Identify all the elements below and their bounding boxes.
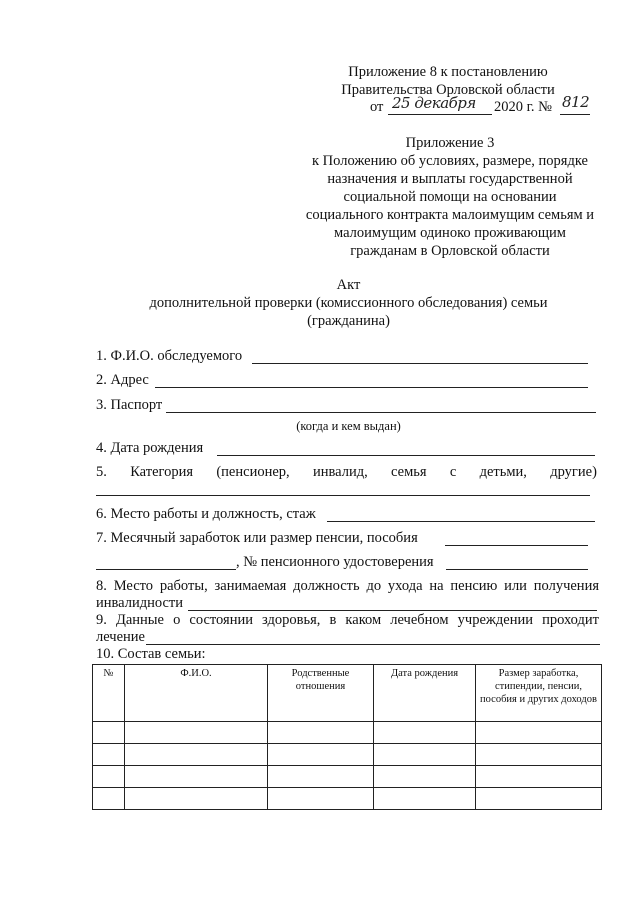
appendix3-line: гражданам в Орловской области xyxy=(350,243,550,259)
table-cell[interactable] xyxy=(93,722,125,744)
appendix3-line: социального контракта малоимущим семьям и xyxy=(305,207,595,223)
handwritten-date: 25 декабря xyxy=(392,94,476,112)
appendix3-line: малоимущим одиноко проживающим xyxy=(334,225,566,241)
field-fio-line[interactable] xyxy=(252,363,588,364)
table-cell[interactable] xyxy=(125,744,268,766)
field-passport-hint: (когда и кем выдан) xyxy=(296,419,401,433)
field-category-word: другие) xyxy=(550,464,597,480)
field-passport-label: 3. Паспорт xyxy=(96,397,163,413)
appendix8-line1: Приложение 8 к постановлению xyxy=(348,64,548,80)
table-row xyxy=(93,744,602,766)
table-cell[interactable] xyxy=(125,788,268,810)
appendix3-line: назначения и выплаты государственной xyxy=(327,171,573,187)
header-relation: Родственные отношения xyxy=(268,665,374,722)
appendix3-line: к Положению об условиях, размере, порядке xyxy=(312,153,588,169)
table-cell[interactable] xyxy=(93,744,125,766)
table-cell[interactable] xyxy=(374,722,476,744)
field-category-line[interactable] xyxy=(96,495,590,496)
field-category-word: детьми, xyxy=(479,464,527,480)
field-prev-work-label2: инвалидности xyxy=(96,595,184,611)
handwritten-number: 812 xyxy=(562,93,590,111)
appendix8-date-line xyxy=(370,93,590,118)
header-income: Размер заработка, стипендии, пенсии, пособия и других доходов xyxy=(476,665,602,722)
appendix3-line: социальной помощи на основании xyxy=(343,189,557,205)
header-fio: Ф.И.О. xyxy=(125,665,268,722)
header-number: № xyxy=(93,665,125,722)
table-cell[interactable] xyxy=(476,722,602,744)
field-category-word: семья xyxy=(391,464,427,480)
table-row xyxy=(93,766,602,788)
field-category-num: 5. xyxy=(96,464,107,480)
field-birthdate-line[interactable] xyxy=(217,455,595,456)
field-category-word: Категория xyxy=(130,464,194,480)
table-cell[interactable] xyxy=(476,744,602,766)
table-cell[interactable] xyxy=(374,744,476,766)
table-cell[interactable] xyxy=(125,722,268,744)
table-row xyxy=(93,788,602,810)
table-cell[interactable] xyxy=(268,788,374,810)
field-address-line[interactable] xyxy=(155,387,588,388)
table-row xyxy=(93,722,602,744)
field-pension-cert-line[interactable] xyxy=(446,569,588,570)
number-underline xyxy=(560,114,590,115)
document-subtitle: дополнительной проверки (комиссионного обследования) семьи xyxy=(149,295,548,311)
field-health-label2: лечение xyxy=(96,629,145,645)
table-cell[interactable] xyxy=(476,766,602,788)
from-prefix: от xyxy=(370,99,384,115)
field-income-line2[interactable] xyxy=(96,569,236,570)
table-header-row xyxy=(93,665,602,722)
field-category-word: (пенсионер, xyxy=(216,464,290,480)
table-cell[interactable] xyxy=(374,766,476,788)
appendix3-title: Приложение 3 xyxy=(405,135,495,151)
field-category-word: с xyxy=(449,464,457,480)
table-cell[interactable] xyxy=(93,788,125,810)
field-health-line[interactable] xyxy=(146,644,600,645)
table-cell[interactable] xyxy=(93,766,125,788)
appendix8-line2: Правительства Орловской области xyxy=(341,82,555,98)
table-cell[interactable] xyxy=(268,722,374,744)
table-cell[interactable] xyxy=(374,788,476,810)
field-fio-label: 1. Ф.И.О. обследуемого xyxy=(96,348,243,364)
table-cell[interactable] xyxy=(125,766,268,788)
field-health-label: 9. Данные о состоянии здоровья, в каком лечебном учреждении проходит xyxy=(96,612,599,628)
table-cell[interactable] xyxy=(268,744,374,766)
field-income-label: 7. Месячный заработок или размер пенсии, пособия xyxy=(96,530,418,546)
document-subtitle-note: (гражданина) xyxy=(307,313,390,329)
header-birthdate: Дата рождения xyxy=(374,665,476,722)
field-birthdate-label: 4. Дата рождения xyxy=(96,440,204,456)
family-table xyxy=(92,664,602,810)
table-cell[interactable] xyxy=(268,766,374,788)
field-passport-line[interactable] xyxy=(166,412,596,413)
field-address-label: 2. Адрес xyxy=(96,372,149,388)
field-prev-work-label: 8. Место работы, занимаемая должность до ухода на пенсию или получения xyxy=(96,578,599,594)
field-category-word: инвалид, xyxy=(312,464,368,480)
table-cell[interactable] xyxy=(476,788,602,810)
field-category-row xyxy=(96,463,597,481)
date-underline xyxy=(388,114,492,115)
year-text: 2020 г. № xyxy=(494,99,553,115)
field-pension-cert-label: , № пенсионного удостоверения xyxy=(236,554,434,570)
field-family-label: 10. Состав семьи: xyxy=(96,646,206,662)
field-workplace-line[interactable] xyxy=(327,521,595,522)
field-income-line[interactable] xyxy=(445,545,588,546)
document-title: Акт xyxy=(336,277,361,293)
field-workplace-label: 6. Место работы и должность, стаж xyxy=(96,506,316,522)
